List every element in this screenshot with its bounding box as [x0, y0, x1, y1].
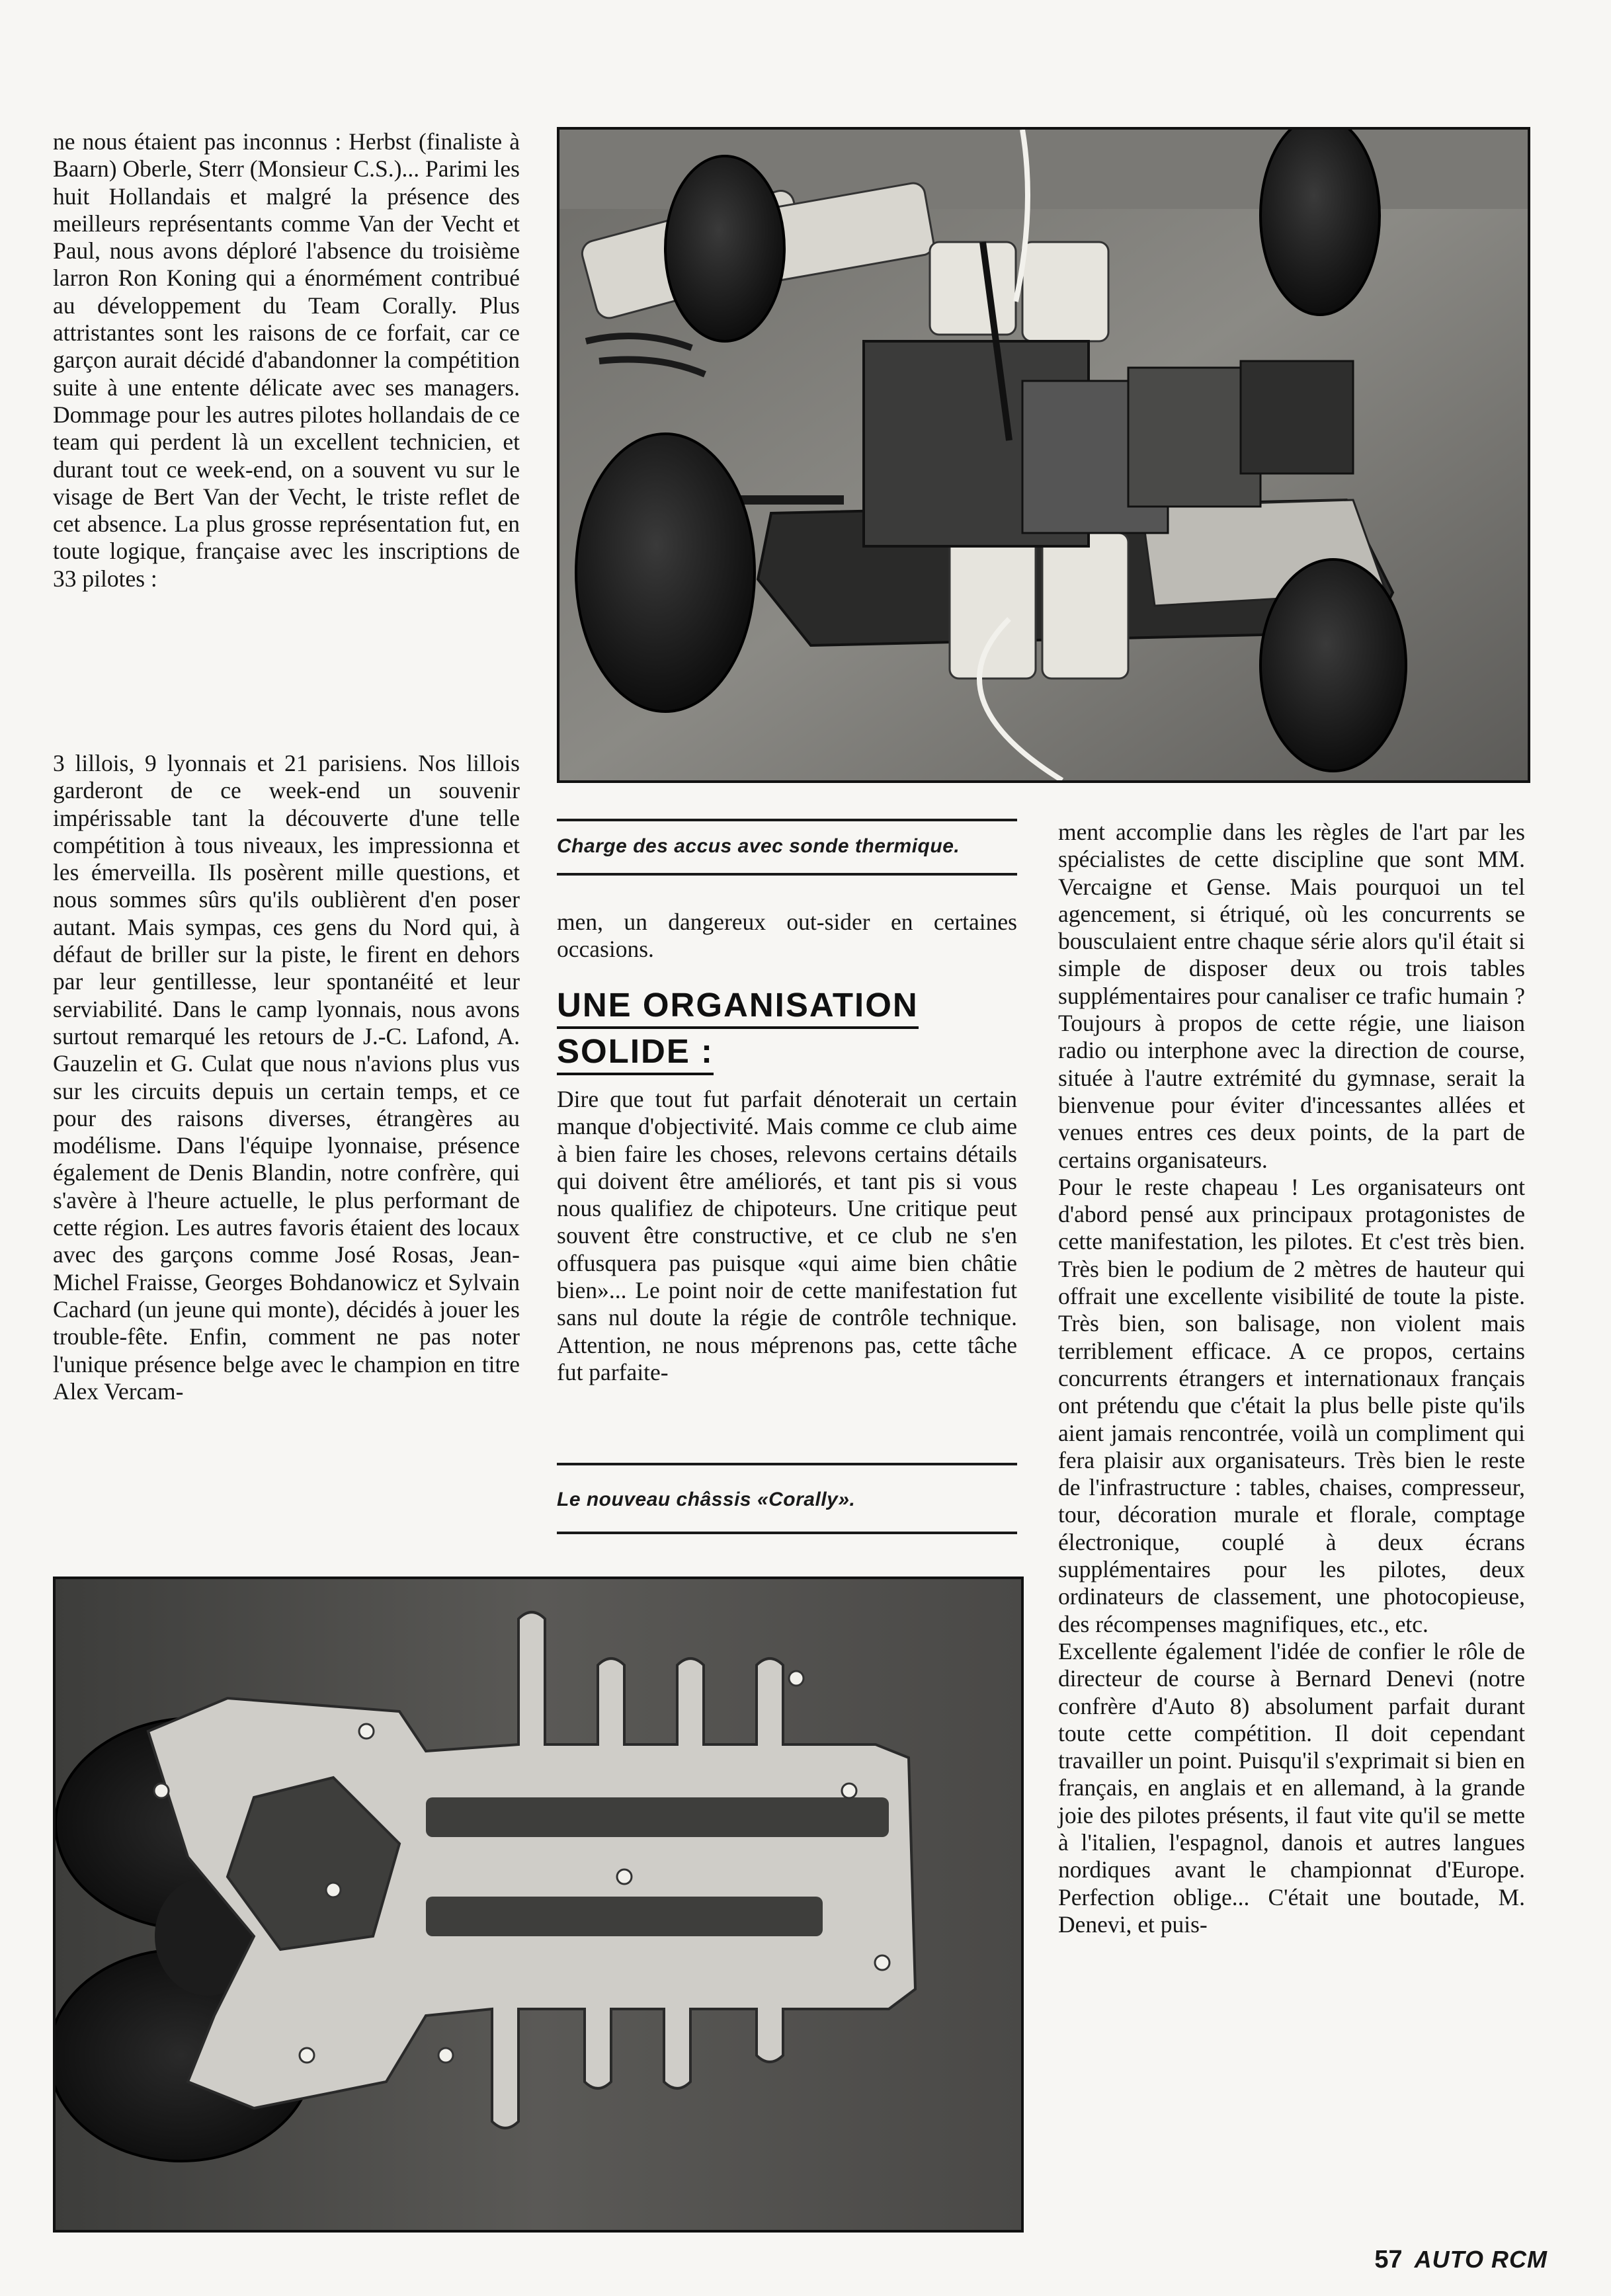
- caption-rule-bottom: [557, 1532, 1017, 1534]
- article-text: ment accomplie dans les règles de l'art par les spécialistes de cette discipline que sont MM. Vercaigne et Gense. Mais pourquoi un tel agencement, si étriqué, où les concurrents se bousculaient entre chaque série alors qu'il était si simple de disposer deux ou trois tables supplémentaires pour canaliser ce trafic humain ? Toujours à propos de cette régie, une liaison radio ou interphone avec la direction de course, située à l'autre extrémité du gymnase, serait la bienvenue pour éviter d'incessantes allées et venues entres ces deux points, de la part de certains organisateurs.: [1058, 819, 1525, 1173]
- caption-rule-top: [557, 1463, 1017, 1465]
- page-number: 57: [1374, 2246, 1403, 2274]
- article-text: Excellente également l'idée de confier le rôle de directeur de course à Bernard Denevi (notre confrère d'Auto 8) absolument parfait durant toute cette compétition. Il doit cependant travailler un point. Puisqu'il s'exprimait si bien en français, en anglais et en allemand, à la grande joie des pilotes présents, il faut vite qu'il se mette à l'italien, l'espagnol, danois et autres langues nordiques avant le championnat d'Europe. Perfection oblige... C'était une boutade, M. Denevi, et puis-: [1058, 1637, 1525, 1938]
- caption-top-block: [557, 819, 1017, 876]
- magazine-name: AUTO RCM: [1414, 2246, 1548, 2273]
- section-heading: [557, 985, 919, 1078]
- caption-chassis-corally: Le nouveau châssis «Corally».: [557, 1489, 856, 1510]
- article-text: Pour le reste chapeau ! Les organisateurs ont d'abord pensé aux principaux protagonistes de cette manifestation, les pilotes. Et c'est très bien. Très bien le podium de 2 mètres de hauteur qui offrait une excellente visibilité de toute la piste. Très bien, son balisage, non violent mais terriblement efficace. A ce propos, certains concurrents étrangers et internationaux français ont prétendu que c'était la plus belle piste qu'ils aient jamais rencontrée, voilà un compliment qui fera plaisir aux organisateurs. Très bien le reste de l'infrastructure : tables, chaises, compresseur, tour, décoration murale et florale, comptage électronique, couplé à deux écrans supplémentaires pour les pilotes, deux ordinateurs de classement, une photocopieuse, des récompenses magnifiques, etc., etc.: [1058, 1173, 1525, 1637]
- article-text: Dire que tout fut parfait dénoterait un certain manque d'objectivité. Mais comme ce club aime à bien faire les choses, relevons certains détails qui doivent être améliorés, et tant pis si vous nous qualifiez de chipoteurs. Une critique peut souvent être constructive, et ce club ne s'en offusquera pas puisque «qui aime bien châtie bien»... Le point noir de cette manifestation fut sans nul doute la régie de contrôle technique. Attention, ne nous méprenons pas, cette tâche fut parfaite-: [557, 1086, 1017, 1385]
- caption-rule-bottom: [557, 873, 1017, 876]
- column-3: [1058, 819, 1525, 1938]
- heading-line-2: SOLIDE :: [557, 1032, 714, 1075]
- column-1-top: [53, 128, 520, 593]
- article-text: men, un dangereux out-sider en certaines occasions.: [557, 909, 1017, 963]
- article-text: 3 lillois, 9 lyonnais et 21 parisiens. Nos lillois garderont de ce week-end un souvenir impérissable tant la découverte d'une telle compétition à tous niveaux, les impressionna et les émerveilla. Ils posèrent mille questions, et nous sommes sûrs qu'ils oublièrent d'en poser autant. Mais sympas, ces gens du Nord qui, à défaut de briller sur la piste, le firent en dehors par leur gentillesse, leur spontanéité et leur serviabilité. Dans le camp lyonnais, nous avons surtout remarqué les retours de J.-C. Lafond, A. Gauzelin et G. Culat que nous n'avions plus vus sur les circuits depuis un certain temps, et ce pour des raisons diverses, étrangères au modélisme. Dans l'équipe lyonnaise, présence également de Denis Blandin, notre confrère, qui s'avère à l'heure actuelle, le plus performant de cette région. Les autres favoris étaient des locaux avec des garçons comme José Rosas, Jean-Michel Fraisse, Georges Bohdanowicz et Sylvain Cachard (un jeune qui monte), décidés à jouer les trouble-fête. Enfin, comment ne pas noter l'unique présence belge avec le champion en titre Alex Vercam-: [53, 750, 520, 1405]
- caption-rule-top: [557, 819, 1017, 821]
- photo-car-charging: [557, 127, 1530, 783]
- chassis-photo-illustration: [56, 1579, 1021, 2230]
- photo-chassis-corally: [53, 1577, 1024, 2233]
- car-photo-illustration: [559, 130, 1528, 780]
- column-2-intro: [557, 909, 1017, 964]
- column-1-bottom: [53, 750, 520, 1405]
- caption-bottom-block: [557, 1463, 1017, 1534]
- column-2-body: [557, 1086, 1017, 1386]
- article-text: ne nous étaient pas inconnus : Herbst (finaliste à Baarn) Oberle, Sterr (Monsieur C.S.)... Parimi les huit Hollandais et malgré la présence des meilleurs représentants comme Van der Vecht et Paul, nous avons déploré l'absence du troisième larron Ron Koning qui a énormément contribué au développement du Team Corally. Plus attristantes sont les raisons de ce forfait, car ce garçon aurait décidé d'abandonner la compétition suite à une entente délicate avec ses managers. Dommage pour les autres pilotes hollandais de ce team qui perdent là un excellent technicien, et durant tout ce week-end, on a souvent vu sur le visage de Bert Van der Vecht, le triste reflet de cet absence. La plus grosse représentation fut, en toute logique, française avec les inscriptions de 33 pilotes :: [53, 128, 520, 592]
- heading-line-1: UNE ORGANISATION: [557, 985, 919, 1029]
- page-footer: [1374, 2246, 1548, 2274]
- caption-charge-accus: Charge des accus avec sonde thermique.: [557, 835, 960, 857]
